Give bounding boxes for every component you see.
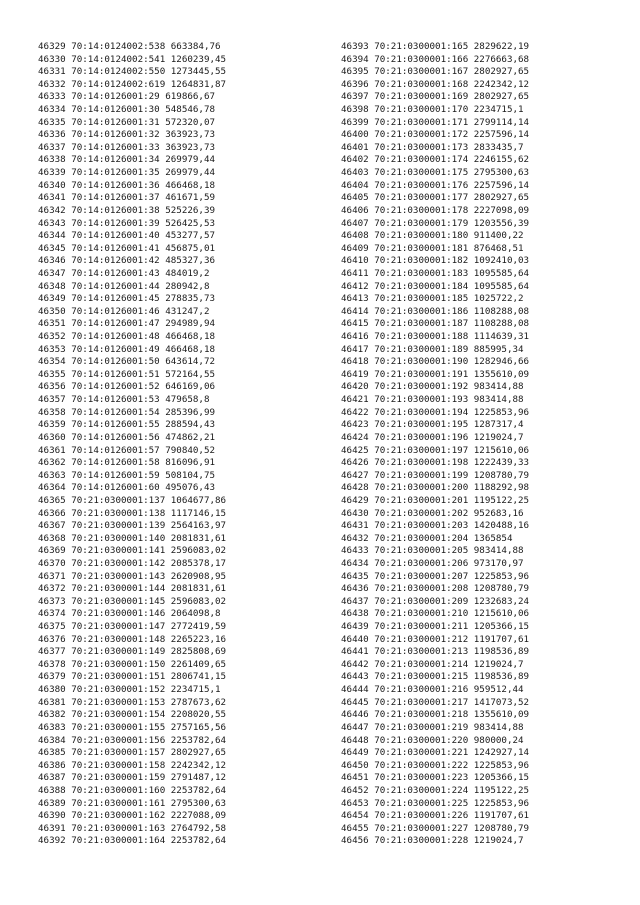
list-row: 46406 70:21:0300001:178 2227098,09	[341, 204, 530, 216]
list-row: 46346 70:14:0126001:42 485327,36	[38, 255, 216, 267]
list-row: 46377 70:21:0300001:149 2825808,69	[38, 646, 227, 658]
list-row: 46441 70:21:0300001:213 1198536,89	[341, 646, 530, 658]
list-row: 46446 70:21:0300001:218 1355610,09	[341, 709, 530, 721]
list-row: 46362 70:14:0126001:58 816096,91	[38, 457, 216, 469]
list-row: 46332 70:14:0124002:619 1264831,87	[38, 78, 227, 90]
list-row: 46449 70:21:0300001:221 1242927,14	[341, 747, 530, 759]
list-row: 46333 70:14:0126001:29 619866,67	[38, 91, 216, 103]
list-row: 46336 70:14:0126001:32 363923,73	[38, 129, 216, 141]
list-row: 46358 70:14:0126001:54 285396,99	[38, 406, 216, 418]
list-row: 46455 70:21:0300001:227 1208780,79	[341, 822, 530, 834]
list-row: 46423 70:21:0300001:195 1287317,4	[341, 419, 524, 431]
list-row: 46413 70:21:0300001:185 1025722,2	[341, 293, 524, 305]
list-row: 46384 70:21:0300001:156 2253782,64	[38, 734, 227, 746]
list-row: 46447 70:21:0300001:219 983414,88	[341, 721, 524, 733]
list-row: 46335 70:14:0126001:31 572320,07	[38, 116, 216, 128]
list-row: 46405 70:21:0300001:177 2802927,65	[341, 192, 530, 204]
list-row: 46409 70:21:0300001:181 876468,51	[341, 242, 524, 254]
list-row: 46417 70:21:0300001:189 885995,34	[341, 343, 524, 355]
list-row: 46425 70:21:0300001:197 1215610,06	[341, 444, 530, 456]
list-row: 46376 70:21:0300001:148 2265223,16	[38, 633, 227, 645]
list-row: 46361 70:14:0126001:57 790840,52	[38, 444, 216, 456]
list-row: 46415 70:21:0300001:187 1108288,08	[341, 318, 530, 330]
right-column	[341, 41, 529, 848]
list-row: 46442 70:21:0300001:214 1219024,7	[341, 658, 524, 670]
list-row: 46382 70:21:0300001:154 2208020,55	[38, 709, 227, 721]
list-row: 46435 70:21:0300001:207 1225853,96	[341, 570, 530, 582]
list-row: 46448 70:21:0300001:220 980000,24	[341, 734, 524, 746]
list-row: 46378 70:21:0300001:150 2261409,65	[38, 658, 227, 670]
list-row: 46456 70:21:0300001:228 1219024,7	[341, 835, 524, 847]
list-row: 46396 70:21:0300001:168 2242342,12	[341, 78, 530, 90]
list-row: 46400 70:21:0300001:172 2257596,14	[341, 129, 530, 141]
list-row: 46391 70:21:0300001:163 2764792,58	[38, 822, 227, 834]
list-row: 46366 70:21:0300001:138 1117146,15	[38, 507, 227, 519]
list-row: 46438 70:21:0300001:210 1215610,06	[341, 608, 530, 620]
list-row: 46427 70:21:0300001:199 1208780,79	[341, 469, 530, 481]
list-row: 46386 70:21:0300001:158 2242342,12	[38, 759, 227, 771]
list-row: 46453 70:21:0300001:225 1225853,96	[341, 797, 530, 809]
list-row: 46381 70:21:0300001:153 2787673,62	[38, 696, 227, 708]
list-row: 46397 70:21:0300001:169 2802927,65	[341, 91, 530, 103]
list-row: 46380 70:21:0300001:152 2234715,1	[38, 684, 221, 696]
list-row: 46349 70:14:0126001:45 278835,73	[38, 293, 216, 305]
list-row: 46347 70:14:0126001:43 484019,2	[38, 267, 210, 279]
list-row: 46394 70:21:0300001:166 2276663,68	[341, 53, 530, 65]
list-row: 46445 70:21:0300001:217 1417073,52	[341, 696, 530, 708]
list-row: 46342 70:14:0126001:38 525226,39	[38, 204, 216, 216]
list-row: 46402 70:21:0300001:174 2246155,62	[341, 154, 530, 166]
list-row: 46356 70:14:0126001:52 646169,06	[38, 381, 216, 393]
list-row: 46355 70:14:0126001:51 572164,55	[38, 368, 216, 380]
list-row: 46392 70:21:0300001:164 2253782,64	[38, 835, 227, 847]
list-row: 46421 70:21:0300001:193 983414,88	[341, 394, 524, 406]
list-row: 46404 70:21:0300001:176 2257596,14	[341, 179, 530, 191]
list-row: 46367 70:21:0300001:139 2564163,97	[38, 520, 227, 532]
list-row: 46337 70:14:0126001:33 363923,73	[38, 141, 216, 153]
list-row: 46426 70:21:0300001:198 1222439,33	[341, 457, 530, 469]
list-row: 46370 70:21:0300001:142 2085378,17	[38, 557, 227, 569]
list-row: 46439 70:21:0300001:211 1205366,15	[341, 621, 530, 633]
list-row: 46420 70:21:0300001:192 983414,88	[341, 381, 524, 393]
list-row: 46379 70:21:0300001:151 2806741,15	[38, 671, 227, 683]
list-row: 46432 70:21:0300001:204 1365854	[341, 532, 513, 544]
list-row: 46422 70:21:0300001:194 1225853,96	[341, 406, 530, 418]
list-row: 46436 70:21:0300001:208 1208780,79	[341, 583, 530, 595]
list-row: 46339 70:14:0126001:35 269979,44	[38, 167, 216, 179]
list-row: 46437 70:21:0300001:209 1232683,24	[341, 595, 530, 607]
list-row: 46343 70:14:0126001:39 526425,53	[38, 217, 216, 229]
list-row: 46431 70:21:0300001:203 1420488,16	[341, 520, 530, 532]
list-row: 46348 70:14:0126001:44 280942,8	[38, 280, 210, 292]
list-row: 46371 70:21:0300001:143 2620908,95	[38, 570, 227, 582]
list-row: 46418 70:21:0300001:190 1282946,66	[341, 356, 530, 368]
list-row: 46399 70:21:0300001:171 2799114,14	[341, 116, 530, 128]
list-row: 46430 70:21:0300001:202 952683,16	[341, 507, 524, 519]
list-row: 46338 70:14:0126001:34 269979,44	[38, 154, 216, 166]
list-row: 46433 70:21:0300001:205 983414,88	[341, 545, 524, 557]
list-row: 46403 70:21:0300001:175 2795300,63	[341, 167, 530, 179]
list-row: 46353 70:14:0126001:49 466468,18	[38, 343, 216, 355]
list-row: 46416 70:21:0300001:188 1114639,31	[341, 331, 530, 343]
list-row: 46350 70:14:0126001:46 431247,2	[38, 305, 210, 317]
list-row: 46395 70:21:0300001:167 2802927,65	[341, 66, 530, 78]
list-row: 46383 70:21:0300001:155 2757165,56	[38, 721, 227, 733]
list-row: 46388 70:21:0300001:160 2253782,64	[38, 784, 227, 796]
list-row: 46414 70:21:0300001:186 1108288,08	[341, 305, 530, 317]
list-row: 46419 70:21:0300001:191 1355610,09	[341, 368, 530, 380]
list-row: 46387 70:21:0300001:159 2791487,12	[38, 772, 227, 784]
list-row: 46341 70:14:0126001:37 461671,59	[38, 192, 216, 204]
list-row: 46330 70:14:0124002:541 1260239,45	[38, 53, 227, 65]
list-row: 46385 70:21:0300001:157 2802927,65	[38, 747, 227, 759]
list-row: 46411 70:21:0300001:183 1095585,64	[341, 267, 530, 279]
list-row: 46398 70:21:0300001:170 2234715,1	[341, 104, 524, 116]
list-row: 46373 70:21:0300001:145 2596083,02	[38, 595, 227, 607]
list-row: 46363 70:14:0126001:59 508104,75	[38, 469, 216, 481]
list-row: 46375 70:21:0300001:147 2772419,59	[38, 621, 227, 633]
list-row: 46408 70:21:0300001:180 911400,22	[341, 230, 524, 242]
list-row: 46429 70:21:0300001:201 1195122,25	[341, 494, 530, 506]
list-row: 46390 70:21:0300001:162 2227088,09	[38, 810, 227, 822]
list-row: 46359 70:14:0126001:55 288594,43	[38, 419, 216, 431]
list-row: 46407 70:21:0300001:179 1203556,39	[341, 217, 530, 229]
list-row: 46454 70:21:0300001:226 1191707,61	[341, 810, 530, 822]
list-row: 46334 70:14:0126001:30 548546,78	[38, 104, 216, 116]
list-row: 46428 70:21:0300001:200 1188292,98	[341, 482, 530, 494]
list-row: 46412 70:21:0300001:184 1095585,64	[341, 280, 530, 292]
list-row: 46450 70:21:0300001:222 1225853,96	[341, 759, 530, 771]
list-row: 46360 70:14:0126001:56 474862,21	[38, 431, 216, 443]
list-row: 46369 70:21:0300001:141 2596083,02	[38, 545, 227, 557]
list-row: 46393 70:21:0300001:165 2829622,19	[341, 41, 530, 52]
list-row: 46424 70:21:0300001:196 1219024,7	[341, 431, 524, 443]
list-row: 46345 70:14:0126001:41 456875,01	[38, 242, 216, 254]
list-row: 46451 70:21:0300001:223 1205366,15	[341, 772, 530, 784]
list-row: 46351 70:14:0126001:47 294989,94	[38, 318, 216, 330]
list-row: 46368 70:21:0300001:140 2081831,61	[38, 532, 227, 544]
list-row: 46365 70:21:0300001:137 1064677,86	[38, 494, 227, 506]
list-row: 46329 70:14:0124002:538 663384,76	[38, 41, 221, 52]
list-row: 46410 70:21:0300001:182 1092410,03	[341, 255, 530, 267]
list-row: 46374 70:21:0300001:146 2064098,8	[38, 608, 221, 620]
list-row: 46340 70:14:0126001:36 466468,18	[38, 179, 216, 191]
list-row: 46444 70:21:0300001:216 959512,44	[341, 684, 524, 696]
list-row: 46434 70:21:0300001:206 973170,97	[341, 557, 524, 569]
list-row: 46354 70:14:0126001:50 643614,72	[38, 356, 216, 368]
list-row: 46401 70:21:0300001:173 2833435,7	[341, 141, 524, 153]
list-row: 46389 70:21:0300001:161 2795300,63	[38, 797, 227, 809]
left-column	[38, 41, 226, 848]
list-row: 46364 70:14:0126001:60 495076,43	[38, 482, 216, 494]
list-row: 46443 70:21:0300001:215 1198536,89	[341, 671, 530, 683]
list-row: 46344 70:14:0126001:40 453277,57	[38, 230, 216, 242]
list-row: 46372 70:21:0300001:144 2081831,61	[38, 583, 227, 595]
list-row: 46440 70:21:0300001:212 1191707,61	[341, 633, 530, 645]
list-row: 46357 70:14:0126001:53 479658,8	[38, 394, 210, 406]
list-row: 46352 70:14:0126001:48 466468,18	[38, 331, 216, 343]
list-row: 46452 70:21:0300001:224 1195122,25	[341, 784, 530, 796]
list-row: 46331 70:14:0124002:550 1273445,55	[38, 66, 227, 78]
